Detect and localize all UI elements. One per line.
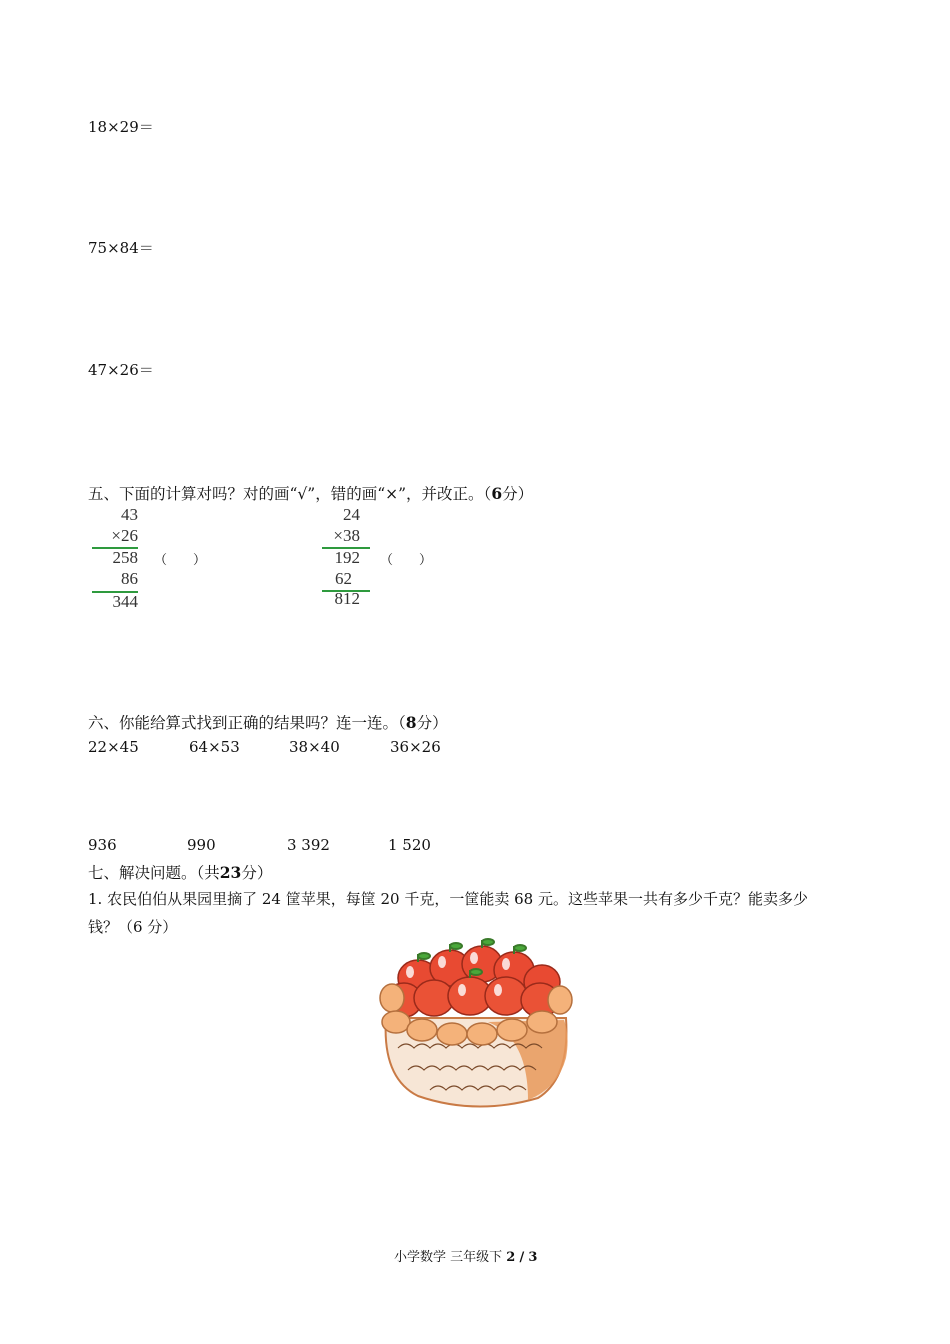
answer-paren-2[interactable]: （ ）: [380, 553, 433, 568]
final-product: 812: [334, 589, 360, 608]
partial-product-2: 86: [121, 569, 138, 588]
footer-subject: 小学数学 三年级下: [394, 1250, 503, 1265]
answer-paren-1[interactable]: （ ）: [154, 553, 207, 568]
question-1-line-1: 1. 农民伯伯从果园里摘了 24 筐苹果，每筐 20 千克，一筐能卖 68 元。这些苹果一共有多少千克？能卖多少: [88, 890, 808, 908]
computation-3: 47×26＝: [88, 361, 154, 379]
result-4[interactable]: 1 520: [388, 836, 431, 854]
section5-score: 6: [491, 484, 503, 503]
result-2[interactable]: 990: [187, 836, 216, 854]
section6-heading-suffix: 分）: [416, 714, 448, 732]
section5-heading-suffix: 分）: [502, 485, 534, 503]
section7-heading-text: 七、解决问题。（共: [88, 864, 220, 882]
multiplicand: 43: [121, 505, 138, 524]
multiplier: ×26: [111, 526, 138, 545]
multiplier: ×38: [333, 526, 360, 545]
result-3[interactable]: 3 392: [287, 836, 330, 854]
question-1-line-2: 钱？（6 分）: [88, 918, 178, 936]
apple-basket-illustration: [378, 938, 574, 1110]
footer: [394, 1246, 537, 1265]
vertical-multiplication-1: [88, 505, 138, 615]
vertical-multiplication-2: [322, 505, 370, 615]
computation-1: 18×29＝: [88, 118, 154, 136]
partial-product-1: 192: [334, 548, 360, 567]
footer-total: 3: [528, 1250, 538, 1265]
section5-heading-text: 五、下面的计算对吗？对的画“√”，错的画“×”，并改正。（: [88, 485, 492, 503]
section7-heading-suffix: 分）: [241, 864, 273, 882]
partial-product-2: 62: [335, 569, 352, 588]
section7-score: 23: [219, 863, 242, 882]
expression-1[interactable]: 22×45: [88, 738, 139, 756]
footer-page: 2: [506, 1250, 516, 1265]
expression-2[interactable]: 64×53: [189, 738, 240, 756]
result-1[interactable]: 936: [88, 836, 117, 854]
multiplicand: 24: [343, 505, 360, 524]
final-product: 344: [112, 592, 138, 611]
expression-4[interactable]: 36×26: [390, 738, 441, 756]
section7-heading: [88, 861, 272, 883]
partial-product-1: 258: [112, 548, 138, 567]
computation-2: 75×84＝: [88, 239, 154, 257]
section6-heading-text: 六、你能给算式找到正确的结果吗？连一连。（: [88, 714, 406, 732]
section6-heading: [88, 711, 448, 733]
section5-heading: [88, 482, 533, 504]
expression-3[interactable]: 38×40: [289, 738, 340, 756]
section6-score: 8: [405, 713, 417, 732]
footer-separator: /: [519, 1250, 525, 1265]
